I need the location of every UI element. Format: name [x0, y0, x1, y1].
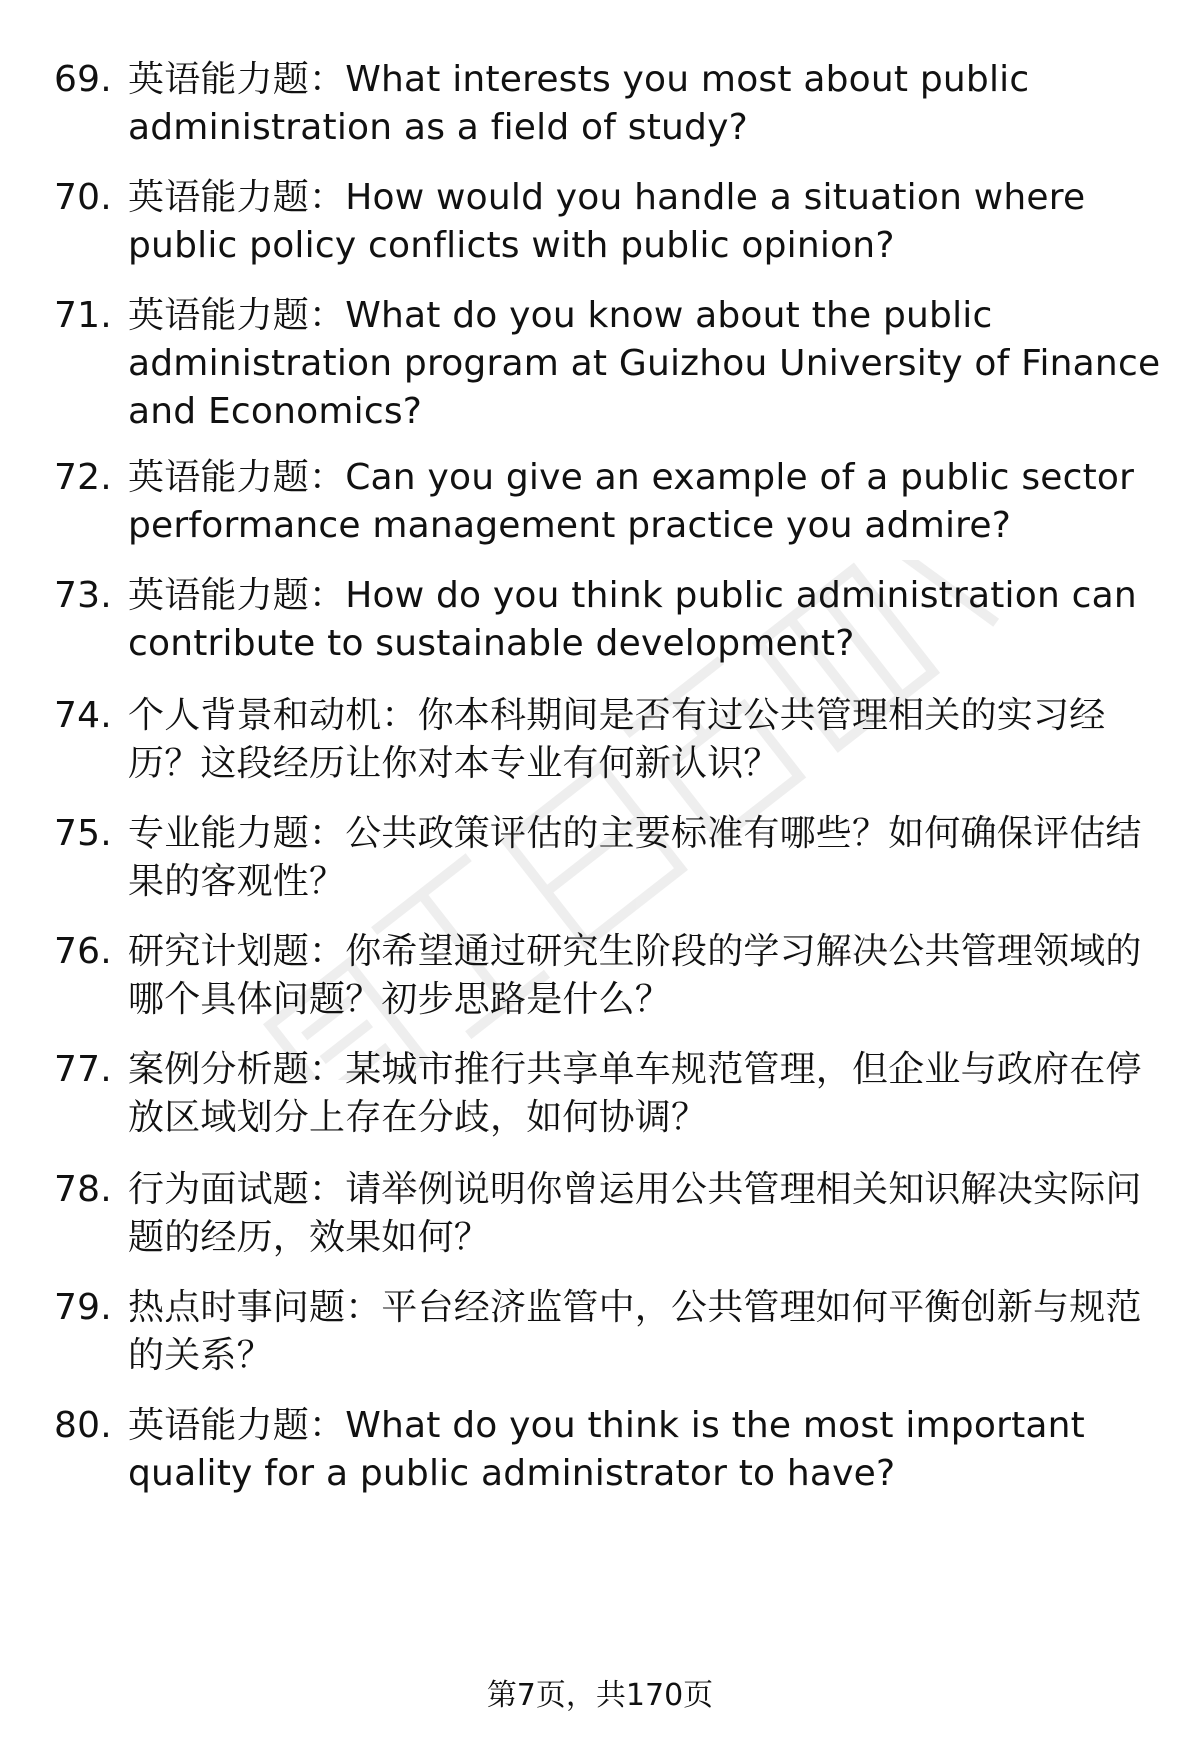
question-line: and Economics?: [128, 391, 423, 432]
question-line: 的关系？: [128, 1335, 273, 1376]
question-number: 76.: [54, 931, 112, 972]
question-line: public policy conflicts with public opinion?: [128, 225, 895, 266]
question-line: 你希望通过研究生阶段的学习解决公共管理领域的: [345, 931, 1142, 972]
question-line: 题的经历，效果如何？: [128, 1217, 491, 1258]
question-category: 个人背景和动机：: [128, 695, 418, 736]
question-text: [128, 56, 1200, 152]
question-line: quality for a public administrator to have?: [128, 1453, 896, 1494]
question-category: 英语能力题：: [128, 457, 346, 498]
question-line: contribute to sustainable development?: [128, 623, 855, 664]
question-number: 75.: [54, 813, 112, 854]
question-number: 74.: [54, 695, 112, 736]
question-line: 请举例说明你曾运用公共管理相关知识解决实际问: [345, 1169, 1142, 1210]
question-text: [128, 1402, 1200, 1498]
question-category: 热点时事问题：: [128, 1287, 382, 1328]
question-line: How would you handle a situation where: [345, 177, 1086, 218]
question-category: 英语能力题：: [128, 1405, 346, 1446]
question-category: 英语能力题：: [128, 295, 346, 336]
question-line: 平台经济监管中，公共管理如何平衡创新与规范: [381, 1287, 1142, 1328]
question-line: 你本科期间是否有过公共管理相关的实习经: [417, 695, 1106, 736]
question-line: 历？这段经历让你对本专业有何新认识？: [128, 743, 780, 784]
question-category: 英语能力题：: [128, 575, 346, 616]
question-line: performance management practice you admire?: [128, 505, 1012, 546]
question-line: Can you give an example of a public sector: [345, 457, 1135, 498]
question-line: What do you think is the most important: [345, 1405, 1085, 1446]
question-text: [128, 928, 1200, 1024]
question-text: [128, 692, 1200, 788]
question-number: 78.: [54, 1169, 112, 1210]
question-text: [128, 1284, 1200, 1380]
question-category: 专业能力题：: [128, 813, 346, 854]
question-number: 72.: [54, 457, 112, 498]
question-number: 77.: [54, 1049, 112, 1090]
question-number: 70.: [54, 177, 112, 218]
question-line: What do you know about the public: [345, 295, 993, 336]
question-line: How do you think public administration can: [345, 575, 1137, 616]
question-line: 公共政策评估的主要标准有哪些？如何确保评估结: [345, 813, 1142, 854]
question-text: [128, 572, 1200, 668]
question-line: What interests you most about public: [345, 59, 1030, 100]
question-text: [128, 454, 1200, 550]
question-line: 放区域划分上存在分歧，如何协调？: [128, 1097, 708, 1138]
question-number: 69.: [54, 59, 112, 100]
question-line: 哪个具体问题？初步思路是什么？: [128, 979, 672, 1020]
question-text: [128, 810, 1200, 906]
question-number: 80.: [54, 1405, 112, 1446]
question-text: [128, 1046, 1200, 1142]
question-category: 英语能力题：: [128, 177, 346, 218]
question-category: 行为面试题：: [128, 1169, 346, 1210]
question-category: 案例分析题：: [128, 1049, 346, 1090]
question-line: administration as a field of study?: [128, 107, 748, 148]
question-text: [128, 292, 1200, 436]
question-number: 73.: [54, 575, 112, 616]
question-category: 英语能力题：: [128, 59, 346, 100]
question-line: administration program at Guizhou University of Finance: [128, 343, 1161, 384]
question-number: 71.: [54, 295, 112, 336]
question-number: 79.: [54, 1287, 112, 1328]
question-text: [128, 1166, 1200, 1262]
question-category: 研究计划题：: [128, 931, 346, 972]
page-number-footer: 第7页，共170页: [486, 1678, 714, 1713]
question-text: [128, 174, 1200, 270]
question-line: 某城市推行共享单车规范管理，但企业与政府在停: [345, 1049, 1142, 1090]
question-line: 果的客观性？: [128, 861, 346, 902]
